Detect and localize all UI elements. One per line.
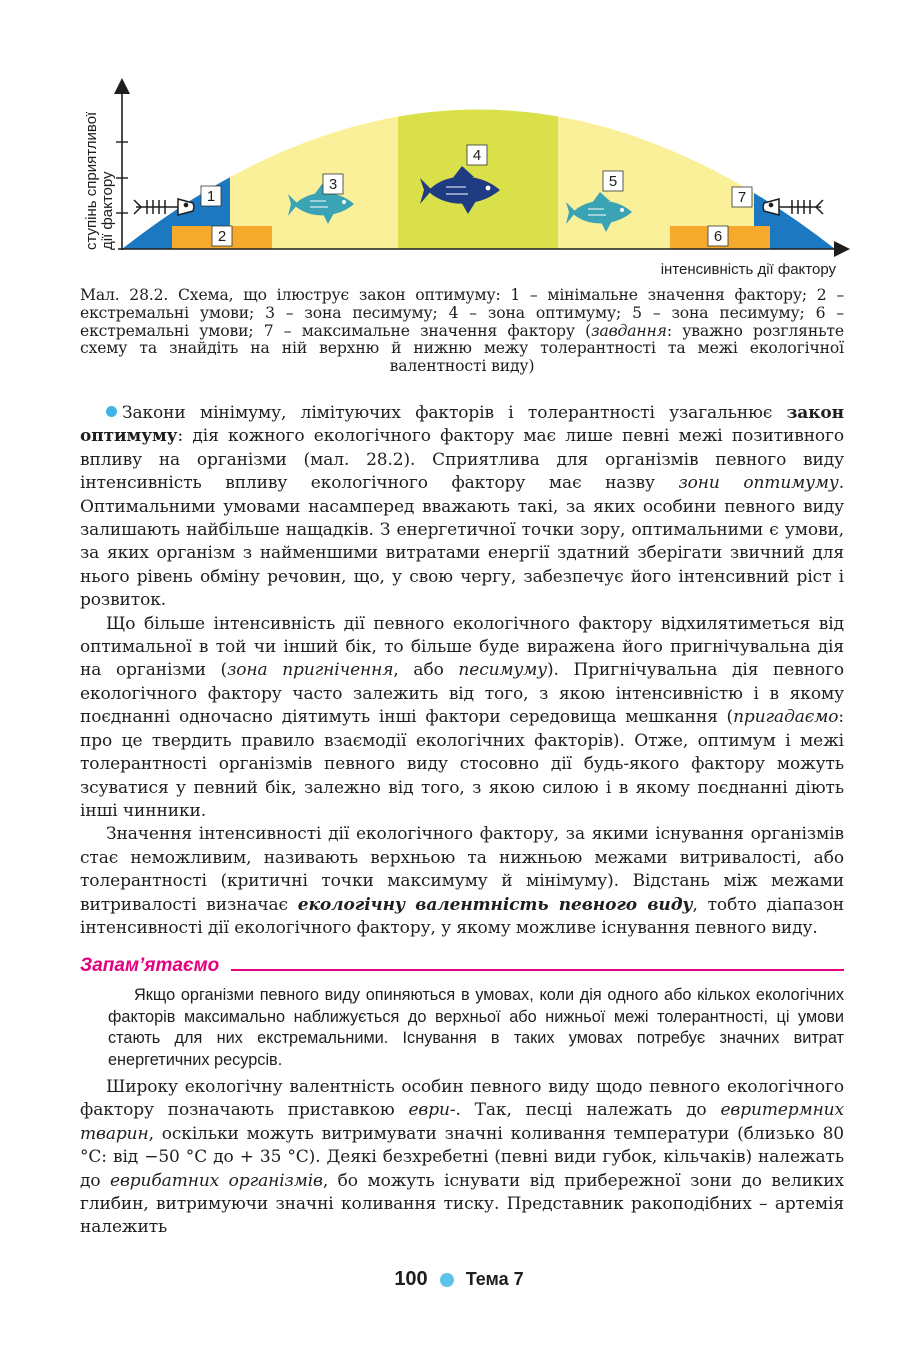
svg-text:1: 1 bbox=[206, 188, 216, 205]
main-text-continued bbox=[80, 1076, 844, 1240]
svg-text:3: 3 bbox=[328, 176, 338, 193]
paragraph-2: Що більше інтенсивність дії певного екологічного фактору відхилятиметься від оптимальної в той чи інший бік, то більше буде виражена його пригнічувальна дія на організми (зона пригнічення, або песимуму). Пригнічувальна дія певного екологічного фактору часто залежить від того, з якою інтенсивністю і в якому поєднанні одночасно діятимуть інші фактори середовища мешкання (пригадаємо: про це твердить правило взаємодії екологічних факторів). Отже, оптимум і межі толерантності організмів певного виду стосовно дії будь-якого фактору можуть зсуватися у певний бік, залежно від того, з якою силою і в якому поєднанні діють інші чинники. bbox=[80, 613, 845, 821]
page-footer bbox=[0, 1268, 918, 1291]
svg-text:6: 6 bbox=[713, 228, 723, 245]
page-number: 100 bbox=[394, 1268, 428, 1290]
zone-label-4 bbox=[467, 145, 487, 165]
svg-text:4: 4 bbox=[472, 147, 482, 164]
optimum-law-diagram bbox=[0, 0, 918, 290]
svg-text:7: 7 bbox=[737, 189, 747, 206]
zone-label-6 bbox=[708, 226, 728, 246]
svg-text:2: 2 bbox=[217, 228, 227, 245]
paragraph-3: Значення інтенсивності дії екологічного фактору, за якими існування організмів стає неможливим, називають верхньою та нижньою межами витривалості, або толерантності (критичні точки максимуму й мінімуму). Відстань між межами витривалості визначає екологічну валентність певного виду, тобто діапазон інтенсивності дії екологічного фактору, у якому можливе існування певного виду. bbox=[80, 824, 844, 938]
zone-label-5 bbox=[603, 171, 623, 191]
y-axis-label-line2: дії фактору bbox=[99, 171, 116, 250]
fish-skeleton-left-icon bbox=[134, 199, 194, 215]
zone-label-1 bbox=[201, 186, 221, 206]
fish-skeleton-right-icon bbox=[763, 199, 823, 215]
zone-extreme-left bbox=[118, 80, 230, 250]
remember-box bbox=[80, 955, 844, 1071]
svg-text:5: 5 bbox=[608, 173, 618, 190]
footer-dot-icon bbox=[440, 1273, 454, 1287]
zone-label-3 bbox=[323, 174, 343, 194]
figure-caption: Мал. 28.2. Схема, що ілюструє закон оптимуму: 1 – мінімальне значення фактору; 2 – екстремальні умови; 3 – зона песимуму; 4 – зона оптимуму; 5 – зона песимуму; 6 – екстремальні умови; 7 – максимальне значення фактору (завдання: уважно розгляньте схему та знайдіть на ній верхню й нижню межу толерантності та межі екологічної валентності виду) bbox=[80, 286, 844, 376]
zone-pessimum-right bbox=[558, 80, 754, 250]
zone-extreme-right bbox=[754, 80, 844, 250]
x-axis-label: інтенсивність дії фактору bbox=[660, 261, 836, 278]
zone-label-7 bbox=[732, 187, 752, 207]
remember-heading: Запам’ятаємо bbox=[80, 955, 844, 977]
paragraph-1: Закони мінімуму, лімітуючих факторів і толерантності узагальнює закон оптимуму: дія кожного екологічного фактору має лише певні межі позитивного впливу на організми (мал. 28.2). Сприятлива для організмів певного виду інтенсивність впливу екологічного фактору має назву зони оптимуму. Оптимальними умовами насамперед вважають такі, за яких особини певного виду залишають найбільше нащадків. З енергетичної точки зору, оптимальними є умови, за яких організм з найменшими витратами енергії здатний зберігати звичний для нього рівень обміну речовин, що, у свою чергу, забезпечує його інтенсивний ріст і розвиток. bbox=[80, 403, 844, 611]
topic-label: Тема 7 bbox=[465, 1269, 524, 1289]
zone-pessimum-left bbox=[230, 80, 398, 250]
paragraph-4: Широку екологічну валентність особин певного виду щодо певного екологічного фактору позначають приставкою еври-. Так, песці належать до евритермних тварин, оскільки можуть витримувати значні коливання температури (близько 80 °С: від −50 °С до + 35 °С). Деякі безхребетні (певні види губок, кільчаків) належать до еврибатних організмів, бо можуть існувати від прибережної зони до великих глибин, витримуючи значні коливання тиску. Представник ракоподібних – артемія належить bbox=[80, 1077, 845, 1238]
zone-label-2 bbox=[212, 226, 232, 246]
remember-text: Якщо організми певного виду опиняються в умовах, коли дія одного або кількох екологічних факторів максимально наближується до верхньої або нижньої межі толерантності, ці умови стають для них екстремальними. Існування в таких умовах потребує значних витрат енергетичних ресурсів. bbox=[108, 986, 844, 1069]
main-text bbox=[80, 402, 844, 940]
bullet-icon bbox=[106, 406, 117, 417]
remember-divider bbox=[231, 969, 844, 971]
y-axis-label-line1: ступінь сприятливої bbox=[83, 111, 100, 250]
